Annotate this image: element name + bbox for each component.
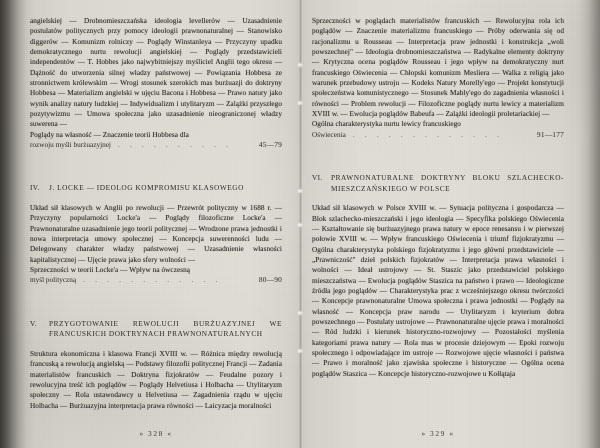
toc-entry-description: Sprzeczności w poglądach materialistów francuskich — Rewolucyjna rola ich poglądów — Znaczenie materializmu francuskiego — Próby oderwania się od racjonalizmu u Rousseau — Interpretacja praw jednostki i konstrukcja „woli powszechnej" — Ideologia drobnomieszczaństwa — Radykalne elementy doktryny — Krytyczna ocena poglądów Rousseau i jego wpływ na demokratyczny nurt francuskiego Oświecenia — Chłopski komunizm Mesliera — Walka z religią jako warunek przebudowy ustroju — Kodeks Natury Morelly'ego — Projekt konstytucji społeczeństwa komunistycznego — Stosunek Mably'ego do zagadnienia własności i równości — Problem rewolucji — Filozoficzne poglądy nurtu lewicy a materializm XVIII w. — Ewolucja poglądów Babeufa — Zalążki ideologii proletariackiej —: [312, 17, 564, 119]
chapter-number: IV.: [30, 183, 40, 193]
toc-chapter-heading-vi: [312, 173, 564, 194]
binding-stitch-mark: [296, 188, 304, 194]
toc-entry-tail-text: myśl polityczną: [30, 276, 77, 285]
toc-entry-continued: [30, 16, 282, 150]
toc-chapter-heading-v: [30, 319, 282, 340]
toc-entry-tail-text: Oświecenia: [312, 130, 346, 139]
section-spacer: [30, 288, 282, 306]
toc-entry-vi: [312, 203, 564, 379]
binding-stitch-mark: [296, 100, 304, 106]
binding-stitch-mark: [296, 348, 304, 354]
toc-entry-description: Układ sił klasowych w Anglii po rewolucji — Przewrót polityczny w 1688 r. — Przyczyny popularności Locke'a — Poglądy filozoficzne Locke'a — Prawnonaturalne uzasadnienie jego teorii politycznej — Wrodzone prawa jednostki i nowa interpretacja umowy społecznej — Koncepcja suwerenności ludu — Delegowany charakter władzy państwowej — Uzasadnienie własności kapitalistycznej — Ujęcie prawa jako sfery wolności —: [30, 204, 282, 264]
toc-page-range: 80—90: [258, 275, 282, 285]
section-spacer: [30, 152, 282, 170]
leader-dots: . . . . . . . . . . . . .: [352, 130, 504, 139]
toc-entry-description: angielskiej — Drobnomieszczańska ideologia levellerów — Uzasadnienie postulatów politycznych przy pomocy ideologii prawnonaturalnej — Stanowisko diggerów — Komunizm rolniczy — Poglądy Winstanleya — Przyczyny upadku demokratycznego nurtu rewolucji angielskiej — Poglądy przedstawicieli independentów — T. Hobbes jako najwybitniejszy myśliciel Anglii tego okresu — Dążność do utworzenia silnej władzy państwowej — Powiązania Hobbesa ze stronnictwem królewskim — Wrogi stosunek szerokich mas burżuazji do doktryny Hobbesa — Materializm angielski w ujęciu Bacona i Hobbesa — Prawo natury jako wynik analizy natury ludzkiej — Indywidualizm i utylitaryzm — Zalążki przyszłego pozytywizmu — Umowa społeczna jako uzasadnienie nieograniczonej władzy suwerena —: [30, 17, 282, 129]
toc-entry-v: [30, 349, 282, 411]
left-page: [30, 0, 282, 448]
chapter-title: PRAWNONATURALNE DOKTRYNY BLOKU SZLACHECKO-MIESZCZAŃSKIEGO W POLSCE: [331, 173, 564, 193]
toc-entry-description-lastline: Ogólna charakterystyka nurtu lewicy francuskiego: [312, 120, 461, 129]
toc-page-range: 91—177: [536, 129, 564, 139]
toc-entry-pageline: [312, 130, 564, 140]
page-folio-right: » 329 «: [421, 429, 455, 438]
toc-entry-pageline: [30, 275, 282, 285]
toc-entry-description: Struktura ekonomiczna i klasowa Francji XVIII w. — Różnica między rewolucją francuską a rewolucją angielską — Podstawy filozofii politycznej Francji — Zadania materialistów francuskich — Doktryna fizjokratów — Feudalne pozory i rewolucyjna treść ich poglądów — Poglądy Helvetiusa i Holbacha — Utylitaryzm społeczny — Rola ustawodawcy u Helvetiusa — Zagadnienia rządu w ujęciu Holbacha — Burżuazyjna interpretacja prawa równości — Laicyzacja moralności: [30, 350, 282, 410]
binding-stitch-mark: [296, 222, 304, 228]
right-page-content: [312, 0, 564, 379]
left-page-content: [30, 0, 282, 411]
toc-entry-continued: [312, 16, 564, 140]
center-gutter-fold: [299, 0, 302, 448]
right-page: [312, 0, 564, 448]
toc-entry-description: Układ sił klasowych w Polsce XVIII w. — Sytuacja polityczna i gospodarcza — Blok szlachecko-mieszczański i jego ideologia — Specyfika polskiego Oświecenia — Kształtowanie się burżuazyjnego prawa natury w epoce renesansu i w pierwszej połowie XVIII w. — Wpływ francuskiego Oświecenia i triumf fizjokratyzmu — Ogólna charakterystyka polskiego fizjokratyzmu i jego główni przedstawiciele — „Prawniczość" dzieł polskich fizjokratów — Interpretacja prawa własności i wolności — Ideał ustrojowy — St. Staszic jako przedstawiciel polskiego mieszczaństwa — Ewolucja poglądów Staszica na państwo i prawo — Ideologiczne źródła jego poglądów — Charakterystyka prac z wcześniejszego okresu twórczości — Koncepcje prawnonaturalne Umowa społeczna i prawa jednostki — Poglądy na własność — Koncepcja praw narodu — Utylitaryzm i kryterium dobra powszechnego — Postulaty ustrojowe — Prawnonaturalne ujęcie prawa i moralności — Ród ludzki i kierunek historyczno-rozwojowy — Pozostałości myślenia kategoriami prawa natury — Rola mas w procesie dziejowym — Epoki rozwoju społecznego i odpowiadające im ustroje — Rozwojowe ujęcie własności i państwa — Prawo i moralność jako zjawiska społeczne i historyczne — Ogólna ocena poglądów Staszica — Koncepcje historyczno-rozwojowe u Kołłątaja: [312, 204, 564, 378]
binding-stitch-mark: [296, 310, 304, 316]
toc-entry-description-lastline: Sprzeczności w teorii Locke'a — Wpływ na ówczesną: [30, 266, 191, 275]
chapter-number: VI.: [312, 173, 323, 183]
toc-entry-pageline: [30, 140, 282, 150]
toc-chapter-heading-iv: [30, 183, 282, 194]
left-binding-shadow: [0, 0, 26, 448]
section-spacer: [312, 142, 564, 160]
toc-entry-iv: [30, 203, 282, 286]
chapter-title: J. LOCKE — IDEOLOG KOMPROMISU KLASOWEGO: [49, 183, 244, 193]
leader-dots: . . . . . . . . . . . .: [83, 276, 222, 285]
leader-dots: . . . . . . . . . .: [117, 141, 233, 150]
chapter-title: PRZYGOTOWANIE REWOLUCJI BURŻUAZYJNEJ WE FRANCUSKICH DOKTRYNACH PRAWNONATURALNYCH: [49, 318, 282, 339]
toc-entry-description-lastline: Poglądy na własność — Znaczenie teorii Hobbesa dla: [30, 130, 189, 139]
chapter-number: V.: [30, 318, 37, 328]
binding-stitch-mark: [296, 62, 304, 68]
toc-page-range: 45—79: [258, 140, 282, 150]
right-page-edge-shadow: [578, 0, 600, 448]
page-folio-left: » 328 «: [139, 429, 173, 438]
toc-entry-tail-text: rozwoju myśli burżuazyjnej: [30, 141, 111, 150]
